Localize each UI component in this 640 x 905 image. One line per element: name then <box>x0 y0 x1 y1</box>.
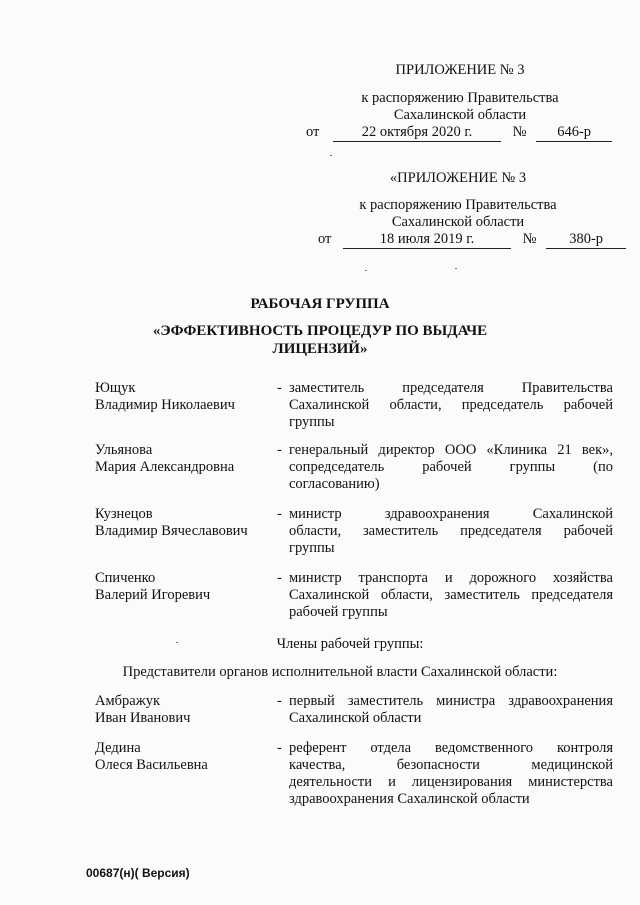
member-role-line: группы <box>289 540 335 556</box>
member-role-line: министр здравоохранения Сахалинской <box>289 506 613 522</box>
heading-line-3: ЛИЦЕНЗИЙ» <box>272 341 368 357</box>
appendix-1-date: 22 октября 2020 г. <box>333 124 501 142</box>
heading-line-2: «ЭФФЕКТИВНОСТЬ ПРОЦЕДУР ПО ВЫДАЧЕ <box>152 323 488 339</box>
dash: - <box>277 693 282 709</box>
scan-speck <box>365 270 367 271</box>
scan-speck <box>176 642 178 643</box>
appendix-1-title: ПРИЛОЖЕНИЕ № 3 <box>395 62 525 78</box>
member-role-line: первый заместитель министра здравоохранения <box>289 693 613 709</box>
member-role-line: области, заместитель председателя рабочей <box>289 523 613 539</box>
member-role-line: группы <box>289 414 335 430</box>
document-version-footer: 00687(н)( Версия) <box>86 866 190 880</box>
member-role-line: рабочей группы <box>289 604 388 620</box>
member-given-name: Владимир Вячеславович <box>95 523 248 539</box>
member-given-name: Владимир Николаевич <box>95 397 235 413</box>
member-surname: Ющук <box>95 380 136 396</box>
section-members-heading: Члены рабочей группы: <box>276 636 424 652</box>
member-given-name: Олеся Васильевна <box>95 757 208 773</box>
appendix-1-number: 646-р <box>536 124 612 142</box>
member-role-line: министр транспорта и дорожного хозяйства <box>289 570 613 586</box>
dash: - <box>277 380 282 396</box>
number-label: № <box>512 124 527 140</box>
section-executive-heading: Представители органов исполнительной власти Сахалинской области: <box>122 664 558 680</box>
from-label: от <box>306 124 320 140</box>
from-label: от <box>318 231 332 247</box>
dash: - <box>277 442 282 458</box>
member-role-line: референт отдела ведомственного контроля <box>289 740 613 756</box>
member-role-line: сопредседатель рабочей группы (по <box>289 459 613 475</box>
member-role-line: здравоохранения Сахалинской области <box>289 791 530 807</box>
appendix-2-line1: к распоряжению Правительства <box>359 197 557 213</box>
member-role-line: заместитель председателя Правительства <box>289 380 613 396</box>
number-label: № <box>522 231 537 247</box>
appendix-2-line2: Сахалинской области <box>391 214 525 230</box>
heading-line-1: РАБОЧАЯ ГРУППА <box>250 296 390 312</box>
dash: - <box>277 740 282 756</box>
appendix-2-date: 18 июля 2019 г. <box>343 231 511 249</box>
member-given-name: Валерий Игоревич <box>95 587 211 603</box>
member-role-line: Сахалинской области <box>289 710 422 726</box>
member-given-name: Иван Иванович <box>95 710 191 726</box>
member-role-line: согласованию) <box>289 476 380 492</box>
member-surname: Амбражук <box>95 693 161 709</box>
member-role-line: Сахалинской области, председатель рабочей <box>289 397 613 413</box>
dash: - <box>277 570 282 586</box>
appendix-1-line1: к распоряжению Правительства <box>361 90 559 106</box>
dash: - <box>277 506 282 522</box>
appendix-1-date-line <box>306 124 612 142</box>
member-role-line: качества, безопасности медицинской <box>289 757 613 773</box>
appendix-1-line2: Сахалинской области <box>393 107 527 123</box>
member-surname: Ульянова <box>95 442 153 458</box>
appendix-2-date-line <box>318 231 626 249</box>
member-surname: Спиченко <box>95 570 156 586</box>
member-surname: Дедина <box>95 740 141 756</box>
member-role-line: генеральный директор ООО «Клиника 21 век», <box>289 442 613 458</box>
appendix-2-number: 380-р <box>546 231 626 249</box>
member-given-name: Мария Александровна <box>95 459 235 475</box>
scan-speck <box>330 155 332 156</box>
member-surname: Кузнецов <box>95 506 153 522</box>
appendix-2-title: «ПРИЛОЖЕНИЕ № 3 <box>389 170 527 186</box>
member-role-line: Сахалинской области, заместитель председателя <box>289 587 613 603</box>
member-role-line: деятельности и лицензирования министерства <box>289 774 613 790</box>
scan-speck <box>455 268 457 269</box>
